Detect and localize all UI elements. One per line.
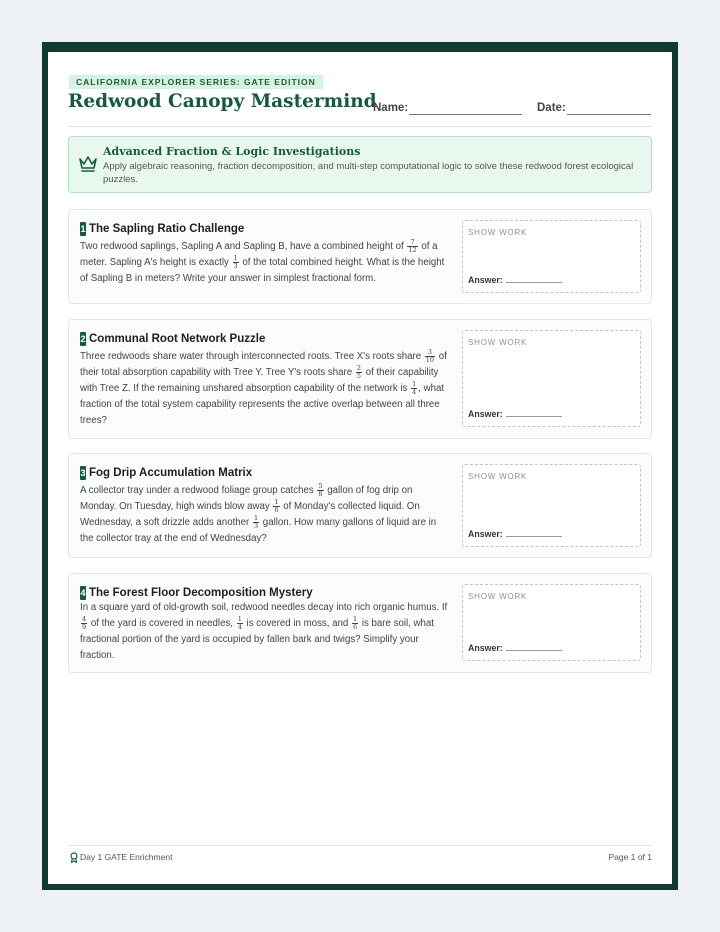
fraction-numerator: 3 <box>425 349 435 357</box>
question-header <box>80 220 244 238</box>
question-card-3 <box>68 453 652 558</box>
page-number: Page 1 of 1 <box>608 852 652 862</box>
question-text-part: In a square yard of old-growth soil, redwood needles decay into rich organic humus. If <box>80 602 448 613</box>
fraction-numerator: 2 <box>356 364 362 373</box>
fraction <box>425 349 435 363</box>
question-text <box>80 600 450 664</box>
fraction-numerator: 1 <box>233 254 238 263</box>
question-number-badge: 2 <box>80 333 86 344</box>
fraction <box>237 616 243 630</box>
question-text-part: of their total absorption capability with Tree Y. Tree Y's roots share <box>80 351 447 378</box>
show-work-box[interactable] <box>462 464 641 547</box>
question-text <box>80 239 450 287</box>
fraction-numerator: 1 <box>253 514 259 523</box>
question-text-part: is bare soil, what fractional portion of the yard is occupied by fallen bark and twigs? Simplify your fraction. <box>80 618 434 661</box>
question-card-2 <box>68 319 652 439</box>
show-work-label: SHOW WORK <box>468 472 528 481</box>
fraction-numerator: 1 <box>237 615 242 624</box>
footer-left-text: Day 1 GATE Enrichment <box>80 852 173 862</box>
answer-field[interactable] <box>468 529 562 539</box>
instructions-banner <box>68 136 652 193</box>
fraction-denominator: 9 <box>82 622 87 631</box>
footer-divider <box>68 845 652 846</box>
fraction-numerator: 7 <box>407 239 417 247</box>
worksheet-page <box>48 52 672 884</box>
fraction-numerator: 1 <box>274 498 279 507</box>
answer-line <box>506 536 562 537</box>
fraction-denominator: 8 <box>318 489 323 498</box>
question-text-part: of Monday's collected liquid. On Wednesday, a soft drizzle adds another <box>80 501 420 528</box>
question-title: The Sapling Ratio Challenge <box>89 222 245 235</box>
fraction-denominator: 5 <box>356 371 362 380</box>
question-number-badge: 1 <box>80 223 86 234</box>
question-text-part: , what fraction of the total system capability represents the active overlap between all three trees? <box>80 383 445 426</box>
fraction <box>407 239 417 253</box>
fraction-numerator: 1 <box>353 615 358 624</box>
fraction-denominator: 4 <box>412 387 417 396</box>
answer-field[interactable] <box>468 275 562 285</box>
answer-line <box>506 416 562 417</box>
fraction-denominator: 12 <box>408 245 417 254</box>
answer-label: Answer: <box>468 409 503 419</box>
date-label: Date: <box>537 102 566 114</box>
fraction <box>352 616 358 630</box>
question-title: Fog Drip Accumulation Matrix <box>89 466 253 479</box>
fraction <box>233 255 239 269</box>
show-work-box[interactable] <box>462 330 641 427</box>
banner-body: Apply algebraic reasoning, fraction decomposition, and multi-step computational logic to solve these redwood forest ecological puzzles. <box>103 161 634 185</box>
show-work-box[interactable] <box>462 584 641 661</box>
fraction-denominator: 3 <box>233 261 238 270</box>
question-text <box>80 483 450 547</box>
question-text-part: of their capability with Tree Z. If the remaining unshared absorption capability of the network is <box>80 367 439 394</box>
fraction <box>273 499 279 513</box>
question-text <box>80 349 450 429</box>
fraction <box>253 515 259 529</box>
question-header <box>80 464 252 482</box>
answer-field[interactable] <box>468 643 562 653</box>
question-text-part: Three redwoods share water through interconnected roots. Tree X's roots share <box>80 351 424 362</box>
fraction-denominator: 3 <box>253 521 259 530</box>
question-text-part: of the total combined height. What is the height of Sapling B in meters? Write your answer in simplest fractional form. <box>80 257 445 284</box>
worksheet-frame <box>42 42 678 890</box>
footer-left <box>70 852 172 863</box>
question-title: Communal Root Network Puzzle <box>89 332 266 345</box>
answer-line <box>506 650 562 651</box>
question-title: The Forest Floor Decomposition Mystery <box>89 586 313 599</box>
fraction-numerator: 5 <box>318 482 323 491</box>
fraction-denominator: 6 <box>353 622 358 631</box>
question-text-part: is covered in moss, and <box>243 618 351 629</box>
fraction <box>411 381 417 395</box>
question-card-4 <box>68 573 652 673</box>
answer-label: Answer: <box>468 275 503 285</box>
question-number-badge: 3 <box>80 467 86 478</box>
answer-field[interactable] <box>468 409 562 419</box>
question-header <box>80 330 265 348</box>
date-field[interactable] <box>567 114 651 115</box>
show-work-label: SHOW WORK <box>468 228 528 237</box>
answer-line <box>506 282 562 283</box>
show-work-box[interactable] <box>462 220 641 293</box>
crown-icon <box>78 155 98 173</box>
fraction <box>317 483 323 497</box>
fraction-denominator: 6 <box>274 505 279 514</box>
show-work-label: SHOW WORK <box>468 338 528 347</box>
fraction <box>356 365 362 379</box>
question-text-part: gallon of fog drip on Monday. On Tuesday, high winds blow away <box>80 485 413 512</box>
question-card-1 <box>68 209 652 304</box>
series-badge: CALIFORNIA EXPLORER SERIES: GATE EDITION <box>69 75 323 89</box>
fraction-numerator: 4 <box>82 615 87 624</box>
fraction <box>81 616 87 630</box>
name-field[interactable] <box>409 114 522 115</box>
question-text-part: A collector tray under a redwood foliage group catches <box>80 485 317 496</box>
header-divider <box>68 126 652 127</box>
answer-label: Answer: <box>468 529 503 539</box>
question-text-part: of a meter. Sapling A's height is exactly <box>80 241 438 268</box>
page-title: Redwood Canopy Mastermind <box>68 91 377 112</box>
question-text-part: of the yard is covered in needles, <box>88 618 236 629</box>
question-text-part: Two redwood saplings, Sapling A and Sapling B, have a combined height of <box>80 241 407 252</box>
question-number-badge: 4 <box>80 587 86 598</box>
fraction-denominator: 4 <box>237 622 242 631</box>
name-label: Name: <box>373 102 409 114</box>
fraction-denominator: 10 <box>425 355 435 364</box>
question-text-part: gallon. How many gallons of liquid are in the collector tray at the end of Wednesday? <box>80 517 437 544</box>
show-work-label: SHOW WORK <box>468 592 528 601</box>
answer-label: Answer: <box>468 643 503 653</box>
banner-heading: Advanced Fraction & Logic Investigations <box>103 145 361 158</box>
award-ribbon-icon <box>70 852 78 863</box>
fraction-numerator: 1 <box>412 380 417 389</box>
